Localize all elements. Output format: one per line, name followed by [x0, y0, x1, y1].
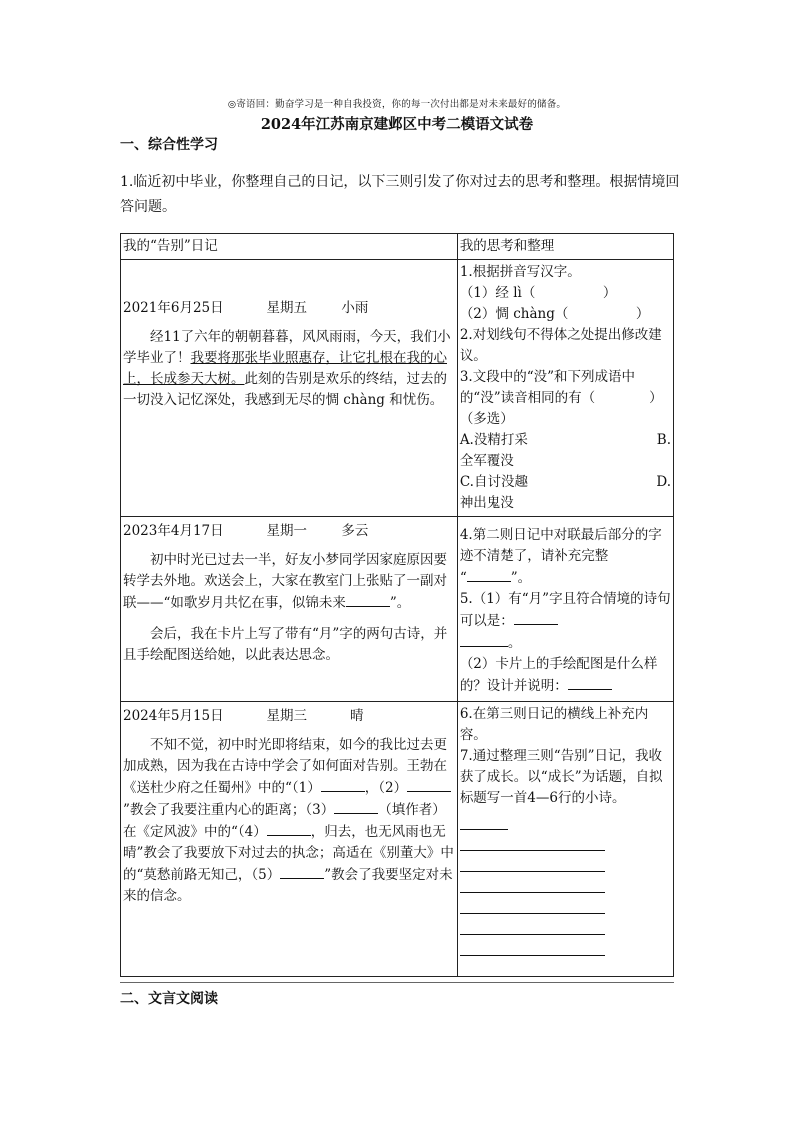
section-divider: [120, 982, 674, 983]
entry-date-2: 2023年4月17日 星期一 多云: [123, 523, 369, 539]
header-right: 我的思考和整理: [457, 234, 673, 260]
table-row: [121, 260, 674, 517]
entry-date-1: 2021年6月25日 星期五 小雨: [123, 300, 369, 316]
section-heading-2: 二、文言文阅读: [120, 991, 218, 1007]
option-d-label: D.: [656, 474, 671, 490]
answer-line[interactable]: [460, 830, 605, 851]
header-left: 我的“告别”日记: [121, 234, 458, 260]
answer-line[interactable]: [460, 893, 605, 914]
entry-text-2b: 会后，我在卡片上写了带有“月”字的两句古诗，并且手绘配图送给她，以此表达思念。: [123, 626, 448, 663]
q5-text: 5.（1）有“月”字且符合情境的诗句可以是：: [459, 591, 671, 629]
entry-text-1: 经11了六年的朝朝暮暮，风风雨雨，今天，我们小学毕业了！我要将那张毕业照惠存，让它扎根在我的心上，长成参天大树。此刻的告别是欢乐的终结，过去的一切没入记忆深处，我感到无尽的惆 chàng 和忧伤。: [123, 329, 451, 408]
section-heading-1: 一、综合性学习: [120, 137, 218, 153]
q1b-text: （2）惆 chàng（ ）: [459, 306, 650, 322]
answer-blank[interactable]: [321, 777, 365, 792]
page-title: 2024年江苏南京建邺区中考二模语文试卷: [260, 116, 534, 133]
answer-line[interactable]: [460, 935, 605, 956]
questions-2: [457, 517, 673, 702]
option-c: C.自讨没趣: [459, 474, 528, 490]
q3-text: 3.文段中的“没”和下列成语中的“没”读音相同的有（ ）（多选）: [459, 369, 663, 427]
questions-1: [457, 260, 673, 517]
answer-blank[interactable]: [280, 864, 324, 879]
answer-blank[interactable]: [514, 610, 558, 625]
table-row: [121, 702, 674, 977]
q5b-text: （2）卡片上的手绘配图是什么样的？设计并说明：: [459, 656, 658, 694]
answer-blank[interactable]: [568, 675, 612, 690]
option-b: 全军覆没: [459, 453, 514, 469]
answer-blank[interactable]: [267, 821, 311, 836]
answer-blank[interactable]: [460, 632, 508, 647]
answer-line[interactable]: [460, 851, 605, 872]
questions-3: [457, 702, 673, 977]
answer-line[interactable]: [460, 809, 508, 830]
q5-answer: 。: [460, 632, 671, 654]
answer-line[interactable]: [460, 914, 605, 935]
diary-entry-1: [121, 260, 458, 517]
answer-blank[interactable]: [346, 592, 390, 607]
q1a-text: （1）经 lì（ ）: [459, 285, 617, 301]
q2-text: 2.对划线句不得体之处提出修改建议。: [459, 327, 662, 364]
answer-line[interactable]: [460, 872, 605, 893]
answer-blank[interactable]: [467, 567, 511, 582]
diary-entry-2: [121, 517, 458, 702]
q4-answer: “ ”。: [460, 567, 671, 589]
diary-table: [120, 233, 674, 977]
option-a: A.没精打采: [459, 432, 528, 448]
diary-entry-3: [121, 702, 458, 977]
q4-text: 4.第二则日记中对联最后部分的字迹不清楚了，请补充完整: [459, 527, 662, 564]
q7-text: 7.通过整理三则“告别”日记，我收获了成长。以“成长”为话题，自拟标题写一首4—6行的小诗。: [459, 748, 663, 806]
motto-text: ◎寄语回：勤奋学习是一种自我投资，你的每一次付出都是对未来最好的储备。: [227, 99, 567, 110]
q6-text: 6.在第三则日记的横线上补充内容。: [459, 706, 649, 743]
answer-blank[interactable]: [334, 799, 378, 814]
entry-text-3: 不知不觉，初中时光即将结束，如今的我比过去更加成熟，因为我在古诗中学会了如何面对告别。王勃在《送杜少府之任蜀州》中的“（1） ，（2）”教会了我要注重内心的距离；（3） （填作者）在《定风波》中的“（4） ，归去，也无风雨也无晴”教会了我要放下对过去的执念；高适在《别董大》中的“莫愁前路无知己，（5） ”教会了我要坚定对未来的信念。: [123, 737, 454, 904]
option-b-label: B.: [656, 432, 671, 448]
question-intro: 1.临近初中毕业，你整理自己的日记，以下三则引发了你对过去的思考和整理。根据情境回答问题。: [120, 174, 680, 215]
entry-text-2a: 初中时光已过去一半，好友小梦同学因家庭原因要转学去外地。欢送会上，大家在教室门上张贴了一副对联——“如歌岁月共忆在事，似锦未来 ”。: [123, 552, 447, 611]
option-d: 神出鬼没: [459, 495, 514, 511]
q1-text: 1.根据拼音写汉字。: [459, 264, 581, 280]
entry-date-3: 2024年5月15日 星期三 晴: [123, 708, 364, 724]
table-header-row: [121, 234, 674, 260]
answer-blank[interactable]: [407, 777, 451, 792]
underlined-sentence: 我要将那张毕业照惠存，让它扎根在我的心上，长成参天大树。: [123, 350, 447, 387]
table-row: [121, 517, 674, 702]
